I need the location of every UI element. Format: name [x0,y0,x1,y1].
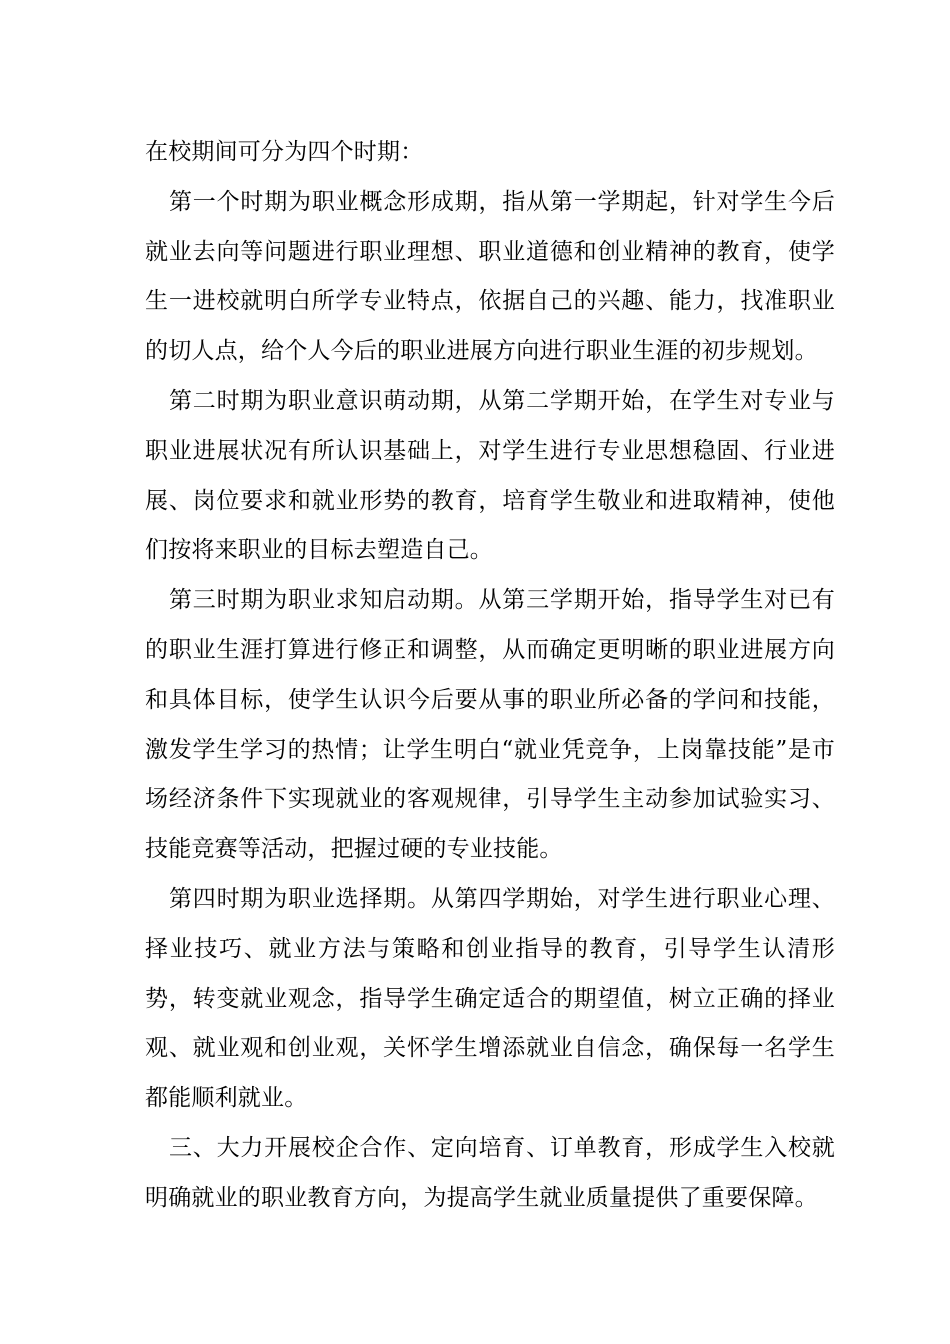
text-line: 第三时期为职业求知启动期。从第三学期开始，指导学生对已有 [169,587,835,614]
paragraph-period-1 [145,178,835,377]
paragraph-period-4 [145,875,835,1124]
paragraph-intro [145,128,835,178]
text-line: 们按将来职业的目标去塑造自己。 [145,537,493,564]
text-line: 激发学生学习的热情；让学生明白“就业凭竞争，上岗靠技能”是 [145,736,812,763]
text-line: 职业进展状况有所认识基础上，对学生进行专业思想稳固、行业进 [145,437,835,464]
text-line: 第一个时期为职业概念形成期，指从第一学期起，针对学生今后 [169,188,835,215]
text-line: 在校期间可分为四个时期： [145,139,424,165]
text-line: 就业观和创业观，关怀学生增添就业自信念，确保每一名学生都能 [145,1035,836,1112]
text-line: 顺利就业。 [191,1085,308,1112]
text-line: 第四时期为职业选择期。从第四学期始，对学生进行职业心理、 [169,885,835,912]
text-line: 明确就业的职业教育方向，为提高学生就业质量提供了重要保障。 [145,1184,818,1211]
text-line: 展、岗位要求和就业形势的教育，培育学生敬业和进取精神，使他 [145,487,835,514]
text-line: 三、大力开展校企合作、定向培育、订单教育，形成学生入校就 [169,1134,835,1161]
paragraph-period-3 [145,576,835,875]
text-line: 市场经济条件下实现就业的客观规律，引导学生主动参加试验实习、 [145,736,835,813]
text-line: 第二时期为职业意识萌动期，从第二学期开始，在学生对专业与 [169,387,835,414]
text-line: 就业去向等问题进行职业理想、职业道德和创业精神的教育，使学 [145,238,835,265]
paragraph-period-2 [145,377,835,576]
text-line: 技能竞赛等活动，把握过硬的专业技能。 [145,836,563,863]
text-line: 和具体目标，使学生认识今后要从事的职业所必备的学问和技能， [145,686,835,713]
paragraph-section-3 [145,1124,835,1224]
text-line: 生一进校就明白所学专业特点，依据自己的兴趣、能力，找准职业 [145,288,835,315]
document-body [145,128,835,1224]
text-line: 的切人点，给个人今后的职业进展方向进行职业生涯的初步规划。 [145,338,818,365]
text-line: 择业技巧、就业方法与策略和创业指导的教育，引导学生认清形势， [145,935,835,1012]
text-line: 转变就业观念，指导学生确定适合的期望值，树立正确的择业观、 [145,985,836,1062]
text-line: 的职业生涯打算进行修正和调整，从而确定更明晰的职业进展方向 [145,636,835,663]
